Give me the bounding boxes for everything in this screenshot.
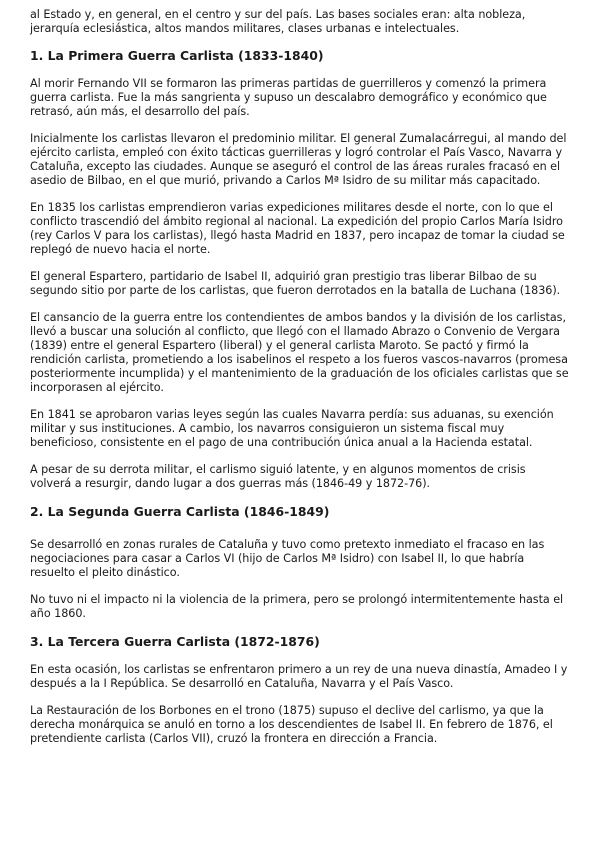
section-3-heading: 3. La Tercera Guerra Carlista (1872-1876) bbox=[30, 634, 320, 649]
section-1-paragraph-1: Al morir Fernando VII se formaron las primeras partidas de guerrilleros y comenzó la primera guerra carlista. Fue la más sangrienta y supuso un descalabro demográfico y económico que retrasó, aún más, el desarrollo del país. bbox=[30, 77, 547, 118]
section-1-paragraph-3: En 1835 los carlistas emprendieron varias expediciones militares desde el norte, con lo que el conflicto trascendió del ámbito regional al nacional. La expedición del propio Carlos María Isidro (rey Carlos V para los carlistas), llegó hasta Madrid en 1837, pero incapaz de tomar la ciudad se replegó de nuevo hacia el norte. bbox=[30, 201, 565, 256]
section-1-paragraph-5: El cansancio de la guerra entre los contendientes de ambos bandos y la división de los carlistas, llevó a buscar una solución al conflicto, que llegó con el llamado Abrazo o Convenio de Vergara (1839) entre el general Espartero (liberal) y el general carlista Maroto. Se pactó y firmó la rendición carlista, prometiendo a los isabelinos el respeto a los fueros vascos-navarros (promesa posteriormente incumplida) y el mantenimiento de la graduación de los oficiales carlistas que se incorporasen al ejército. bbox=[30, 311, 569, 394]
section-3-paragraph-2: La Restauración de los Borbones en el trono (1875) supuso el declive del carlismo, ya que la derecha monárquica se anuló en torno a los descendientes de Isabel II. En febrero de 1876, el pretendiente carlista (Carlos VII), cruzó la frontera en dirección a Francia. bbox=[30, 704, 553, 745]
section-3-paragraph-1: En esta ocasión, los carlistas se enfrentaron primero a un rey de una nueva dinastía, Amadeo I y después a la I República. Se desarrolló en Cataluña, Navarra y el País Vasco. bbox=[30, 663, 568, 690]
section-2-paragraph-1: Se desarrolló en zonas rurales de Cataluña y tuvo como pretexto inmediato el fracaso en las negociaciones para casar a Carlos VI (hijo de Carlos Mª Isidro) con Isabel II, lo que habría resuelto el pleito dinástico. bbox=[30, 538, 545, 579]
section-1-heading: 1. La Primera Guerra Carlista (1833-1840) bbox=[30, 48, 324, 63]
section-1-paragraph-7: A pesar de su derrota militar, el carlismo siguió latente, y en algunos momentos de crisis volverá a resurgir, dando lugar a dos guerras más (1846-49 y 1872-76). bbox=[30, 463, 526, 490]
section-1-paragraph-6: En 1841 se aprobaron varias leyes según las cuales Navarra perdía: sus aduanas, su exención militar y sus instituciones. A cambio, los navarros consiguieron un sistema fiscal muy beneficioso, consistente en el pago de una contribución única anual a la Hacienda estatal. bbox=[30, 408, 554, 449]
section-1-paragraph-2: Inicialmente los carlistas llevaron el predominio militar. El general Zumalacárregui, al mando del ejército carlista, empleó con éxito tácticas guerrilleras y logró controlar el País Vasco, Navarra y Cataluña, excepto las ciudades. Aunque se aseguró el control de las áreas rurales fracasó en el asedio de Bilbao, en el que murió, privando a Carlos Mª Isidro de su militar más capacitado. bbox=[30, 132, 567, 187]
section-2-heading: 2. La Segunda Guerra Carlista (1846-1849) bbox=[30, 504, 330, 519]
section-2-paragraph-2: No tuvo ni el impacto ni la violencia de la primera, pero se prolongó intermitentemente hasta el año 1860. bbox=[30, 593, 564, 620]
section-1-paragraph-4: El general Espartero, partidario de Isabel II, adquirió gran prestigio tras liberar Bilbao de su segundo sitio por parte de los carlistas, que fueron derrotados en la batalla de Luchana (1836). bbox=[30, 270, 561, 297]
intro-paragraph: al Estado y, en general, en el centro y sur del país. Las bases sociales eran: alta nobleza, jerarquía eclesiástica, altos mandos militares, clases urbanas e intelectuales. bbox=[30, 8, 526, 35]
